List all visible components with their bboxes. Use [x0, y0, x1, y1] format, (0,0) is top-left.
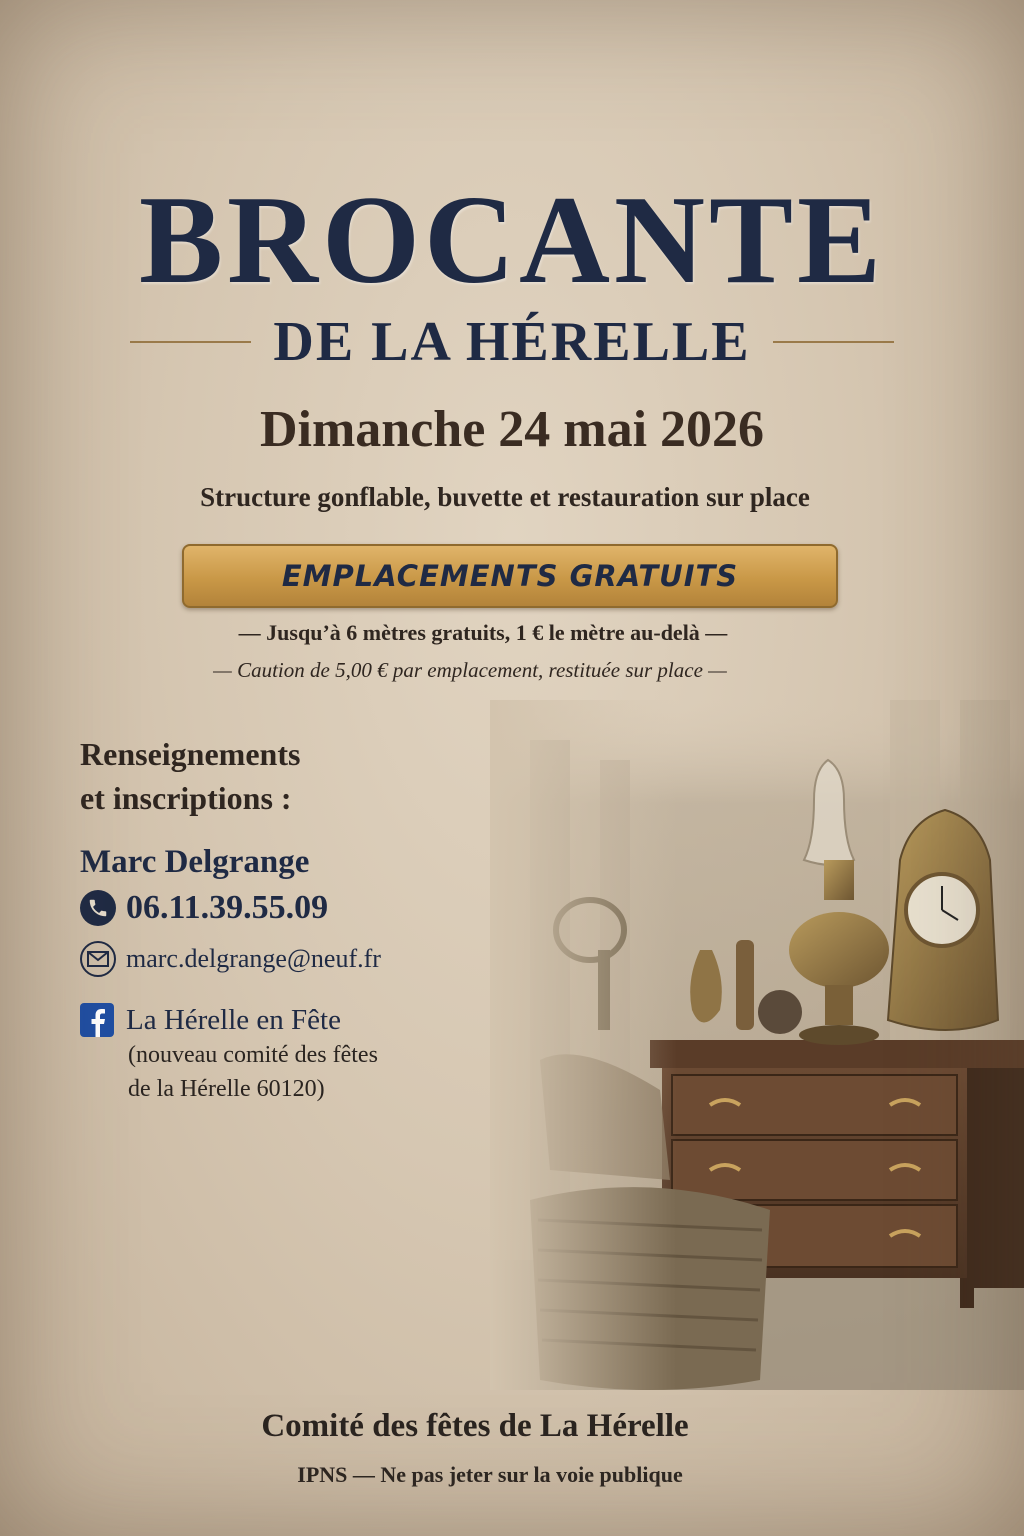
event-date: Dimanche 24 mai 2026 — [259, 401, 765, 458]
subtitle-row — [130, 312, 894, 372]
banner-text: EMPLACEMENTS GRATUITS — [281, 559, 739, 593]
info-heading-line1: Renseignements — [80, 736, 301, 772]
contact-block — [80, 732, 500, 1105]
event-tagline: Structure gonflable, buvette et restauration sur place — [200, 482, 810, 512]
facebook-note-line1: (nouveau comité des fêtes — [128, 1042, 378, 1068]
phone-number: 06.11.39.55.09 — [126, 889, 329, 926]
length-note: — Jusqu’à 6 mètres gratuits, 1 € le mètre au-delà — — [238, 620, 728, 645]
right-rule — [773, 341, 894, 343]
email-address: marc.delgrange@neuf.fr — [126, 944, 381, 973]
facebook-page-name: La Hérelle en Fête — [126, 1003, 341, 1036]
phone-icon — [80, 890, 116, 926]
phone-line[interactable] — [80, 889, 500, 927]
facebook-note-line2: de la Hérelle 60120) — [128, 1076, 325, 1102]
poster-subtitle: DE LA HÉRELLE — [273, 311, 751, 373]
left-rule — [130, 341, 251, 343]
facebook-icon — [80, 1003, 114, 1037]
contact-name: Marc Delgrange — [80, 844, 310, 880]
legal-notice: IPNS — Ne pas jeter sur la voie publique — [297, 1462, 683, 1487]
organizer: Comité des fêtes de La Hérelle — [261, 1408, 689, 1444]
email-line[interactable] — [80, 941, 500, 977]
facebook-line[interactable] — [80, 1003, 500, 1037]
free-spots-banner — [182, 544, 838, 608]
antiques-illustration — [490, 700, 1024, 1390]
deposit-note: — Caution de 5,00 € par emplacement, restituée sur place — — [213, 658, 727, 682]
envelope-icon — [80, 941, 116, 977]
info-heading-line2: et inscriptions : — [80, 780, 292, 816]
poster-title: BROCANTE — [138, 171, 886, 310]
